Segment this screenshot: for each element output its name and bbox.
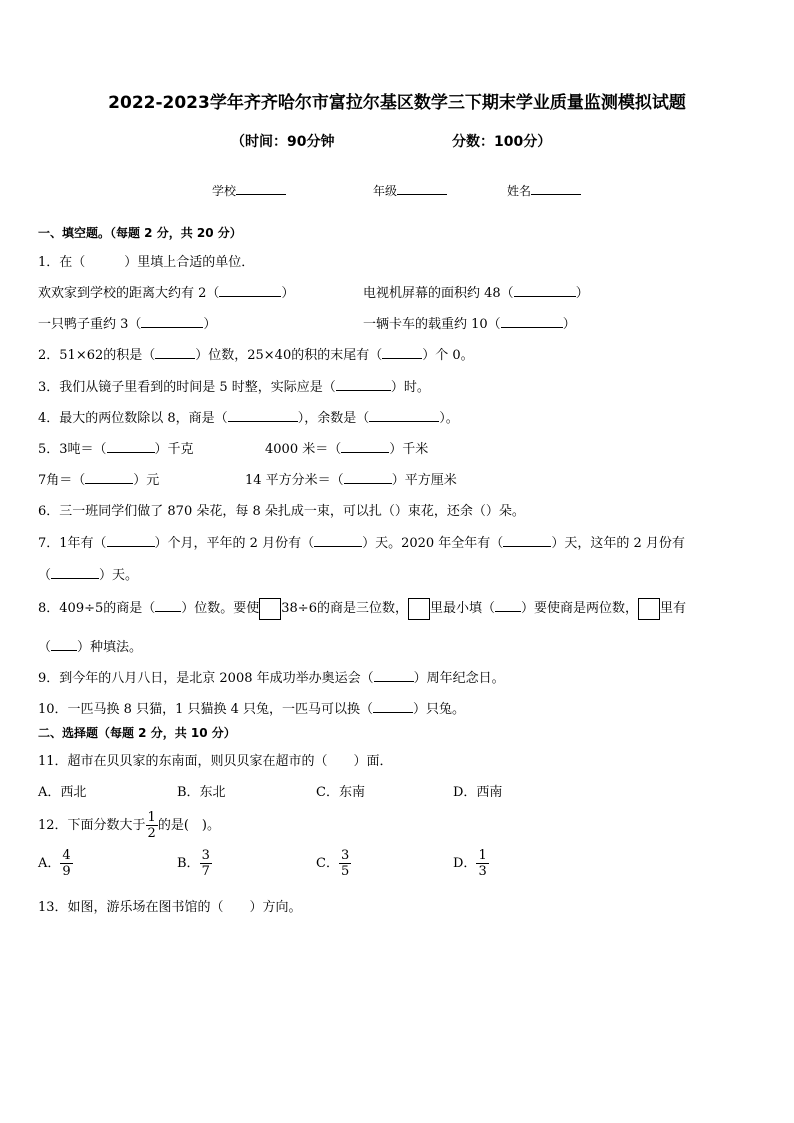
- answer-blank[interactable]: [344, 471, 392, 484]
- option-11a[interactable]: A．西北: [38, 785, 87, 800]
- option-12c[interactable]: C． $\frac{3}{5}$: [316, 848, 350, 879]
- question-8-line1: 8．409÷5的商是（ ）位数。要使 38÷6的商是三位数， 里最小填（ ）要使商是两位数， 里有: [38, 597, 686, 620]
- answer-blank[interactable]: [314, 534, 362, 547]
- answer-blank[interactable]: [514, 284, 576, 297]
- answer-blank[interactable]: [51, 638, 77, 651]
- answer-blank[interactable]: [336, 378, 391, 391]
- school-field[interactable]: [212, 182, 286, 199]
- answer-blank[interactable]: [219, 284, 281, 297]
- answer-blank[interactable]: [373, 700, 413, 713]
- option-11c[interactable]: C．东南: [316, 785, 365, 800]
- option-11b[interactable]: B．东北: [177, 785, 226, 800]
- question-6: 6．三一班同学们做了 870 朵花，每 8 朵扎成一束，可以扎（）束花，还余（）朵。: [38, 504, 525, 519]
- answer-blank[interactable]: [107, 534, 155, 547]
- answer-blank[interactable]: [495, 599, 521, 612]
- answer-blank[interactable]: [155, 346, 195, 359]
- question-12-stem: 12．下面分数大于 $\frac{1}{2}$ 的是( )。: [38, 810, 220, 841]
- answer-blank[interactable]: [369, 409, 439, 422]
- question-2: 2．51×62的积是（ ）位数，25×40的积的末尾有（ ）个 0。: [38, 348, 474, 363]
- question-5a: 5．3吨＝（ ）千克: [38, 442, 194, 457]
- option-12b[interactable]: B． $\frac{3}{7}$: [177, 848, 210, 879]
- fraction-half: $\frac{1}{2}$: [147, 810, 156, 841]
- answer-blank[interactable]: [341, 440, 389, 453]
- exam-time: （时间：90分钟: [231, 134, 335, 150]
- answer-blank[interactable]: [107, 440, 155, 453]
- answer-blank[interactable]: [228, 409, 298, 422]
- question-8-line2: （ ）种填法。: [38, 640, 143, 655]
- question-5d: 14 平方分米＝（ ）平方厘米: [245, 473, 457, 488]
- question-7-line2: （ ）天。: [38, 568, 139, 583]
- question-13-stem: 13．如图，游乐场在图书馆的（ ）方向。: [38, 900, 302, 915]
- question-4: 4．最大的两位数除以 8，商是（ ），余数是（ ）。: [38, 411, 459, 426]
- school-blank[interactable]: [236, 182, 286, 195]
- question-1b: 电视机屏幕的面积约 48（ ）: [363, 286, 589, 301]
- question-7-line1: 7．1年有（ ）个月，平年的 2 月份有（ ）天。2020 年全年有（ ）天，这年的 2 月份有: [38, 536, 685, 551]
- answer-blank[interactable]: [503, 534, 551, 547]
- answer-blank[interactable]: [51, 566, 99, 579]
- question-1d: 一辆卡车的载重约 10（ ）: [363, 317, 576, 332]
- question-11-stem: 11．超市在贝贝家的东南面，则贝贝家在超市的（ ）面．: [38, 754, 393, 769]
- question-5c: 7角＝（ ）元: [38, 473, 160, 488]
- name-field[interactable]: [507, 182, 581, 199]
- answer-blank[interactable]: [382, 346, 422, 359]
- exam-score: 分数：100分）: [452, 134, 552, 150]
- page-title: 2022-2023学年齐齐哈尔市富拉尔基区数学三下期末学业质量监测模拟试题: [108, 93, 686, 113]
- answer-blank[interactable]: [501, 315, 563, 328]
- name-blank[interactable]: [531, 182, 581, 195]
- grade-label: 年级: [373, 184, 398, 198]
- answer-blank[interactable]: [155, 599, 181, 612]
- question-10: 10．一匹马换 8 只猫，1 只猫换 4 只兔，一匹马可以换（ ）只兔。: [38, 702, 466, 717]
- answer-blank[interactable]: [374, 669, 414, 682]
- section1-heading: 一、填空题。（每题 2 分，共 20 分）: [38, 226, 242, 240]
- option-12d[interactable]: D． $\frac{1}{3}$: [453, 848, 487, 879]
- digit-box[interactable]: [408, 598, 430, 620]
- answer-blank[interactable]: [141, 315, 203, 328]
- option-12a[interactable]: A． $\frac{4}{9}$: [38, 848, 71, 879]
- grade-blank[interactable]: [397, 182, 447, 195]
- question-5b: 4000 米＝（ ）千米: [265, 442, 429, 457]
- digit-box[interactable]: [638, 598, 660, 620]
- question-3: 3．我们从镜子里看到的时间是 5 时整，实际应是（ ）时。: [38, 380, 430, 395]
- answer-blank[interactable]: [85, 471, 133, 484]
- school-label: 学校: [212, 184, 237, 198]
- question-1a: 欢欢家到学校的距离大约有 2（ ）: [38, 286, 295, 301]
- grade-field[interactable]: [373, 182, 447, 199]
- section2-heading: 二、选择题（每题 2 分，共 10 分）: [38, 726, 236, 740]
- question-1-stem: 1．在（ ）里填上合适的单位．: [38, 255, 255, 270]
- digit-box[interactable]: [259, 598, 281, 620]
- question-1c: 一只鸭子重约 3（ ）: [38, 317, 217, 332]
- question-9: 9．到今年的八月八日，是北京 2008 年成功举办奥运会（ ）周年纪念日。: [38, 671, 505, 686]
- name-label: 姓名: [507, 184, 532, 198]
- option-11d[interactable]: D．西南: [453, 785, 503, 800]
